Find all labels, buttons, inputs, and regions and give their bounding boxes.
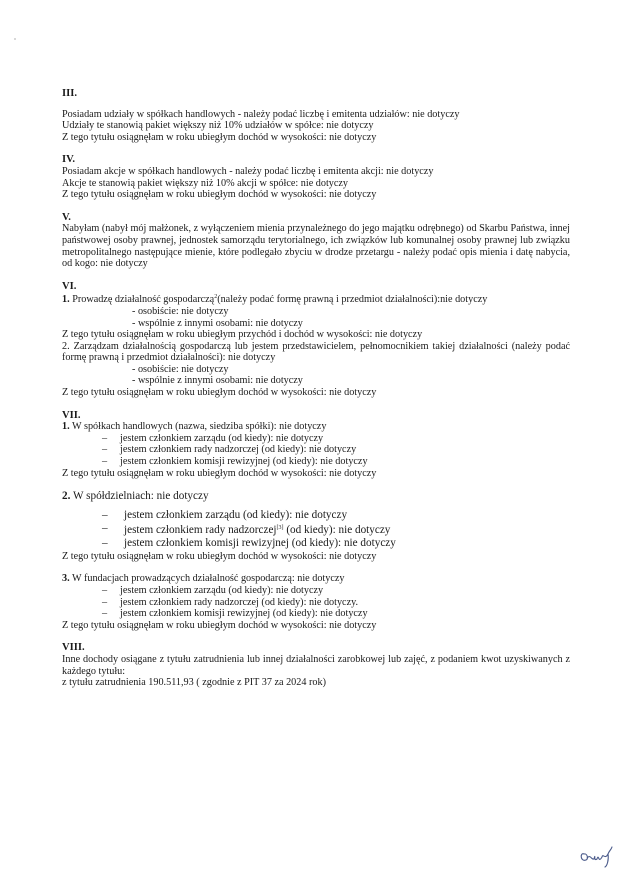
section-vii-title: VII.: [62, 409, 81, 421]
section-iii-title: III.: [62, 88, 78, 99]
list-item: [62, 433, 570, 445]
list-item: [62, 509, 570, 522]
handwritten-initials-signature: [578, 838, 616, 868]
list-item-text: jestem członkiem komisji rewizyjnej (od kiedy): nie dotyczy: [120, 608, 368, 620]
s7-foundations-heading: [62, 573, 570, 585]
s7-g3-text: W fundacjach prowadzących działalność gospodarczą: nie dotyczy: [69, 573, 345, 585]
s7-g3-income-line: Z tego tytułu osiągnęłam w roku ubiegłym dochód w wysokości: nie dotyczy: [62, 619, 377, 631]
list-item: [62, 597, 570, 609]
s3-package-line: Udziały te stanowią pakiet większy niż 10% udziałów w spółce: nie dotyczy: [62, 120, 374, 132]
dash-bullet: –: [102, 432, 108, 444]
dash-bullet: –: [102, 537, 108, 550]
dash-bullet: –: [102, 585, 108, 597]
dash-bullet: –: [102, 608, 108, 620]
footnote-ref: 2: [214, 294, 218, 301]
dash-bullet: –: [102, 508, 108, 521]
list-item: [62, 585, 570, 597]
s7-g1-number: 1.: [62, 421, 70, 433]
list-item-text: jestem członkiem zarządu (od kiedy): nie dotyczy: [124, 508, 348, 521]
s7-companies-heading: [62, 421, 570, 433]
list-item-text: [124, 522, 390, 537]
section-vi-title: VI.: [62, 280, 77, 292]
s8-employment-line: z tytułu zatrudnienia 190.511,93 ( zgodnie z PIT 37 za 2024 rok): [62, 677, 326, 689]
footnote-ref: [3]: [276, 525, 284, 532]
scan-speck: [14, 38, 16, 40]
s6-jointly-line: - wspólnie z innymi osobami: nie dotyczy: [132, 317, 303, 329]
s6-item-number: 1.: [62, 294, 70, 306]
dash-bullet: –: [102, 596, 108, 608]
s3-shares-line: Posiadam udziały w spółkach handlowych - należy podać liczbę i emitenta udziałów: nie dotyczy: [62, 108, 460, 120]
list-item-text-part: (od kiedy): nie dotyczy: [283, 524, 391, 537]
list-item: [62, 444, 570, 456]
list-item-text-part: jestem członkiem rady nadzorczej: [124, 524, 277, 537]
s4-income-line: Z tego tytułu osiągnęłam w roku ubiegłym dochód w wysokości: nie dotyczy: [62, 189, 377, 201]
section-iv-title: IV.: [62, 154, 76, 166]
s8-other-income-paragraph: Inne dochody osiągane z tytułu zatrudnienia lub innej działalności zarobkowej lub zajęć, z podaniem kwot uzyskiwanych z każdego tytułu:: [62, 654, 570, 677]
list-item-text: jestem członkiem komisji rewizyjnej (od kiedy): nie dotyczy: [124, 537, 396, 550]
declaration-page: [62, 88, 570, 689]
section-v-title: V.: [62, 211, 71, 223]
dash-bullet: –: [102, 522, 108, 535]
s7-g2-number: 2.: [62, 490, 71, 503]
s6-personally-line: - osobiście: nie dotyczy: [132, 305, 229, 317]
list-item-text: jestem członkiem zarządu (od kiedy): nie dotyczy: [120, 432, 324, 444]
s7-g2-text: W spółdzielniach: nie dotyczy: [70, 490, 209, 503]
list-item-text: jestem członkiem komisji rewizyjnej (od kiedy): nie dotyczy: [120, 456, 368, 468]
list-item-text: jestem członkiem rady nadzorczej (od kiedy): nie dotyczy.: [120, 596, 359, 608]
dash-bullet: –: [102, 444, 108, 456]
s7-cooperatives-heading: [62, 490, 570, 503]
list-item: [62, 456, 570, 468]
s5-property-paragraph: Nabyłam (nabył mój małżonek, z wyłączeniem mienia przynależnego do jego majątku odrębnego) od Skarbu Państwa, innej państwowej osoby prawnej, jednostek samorządu terytorialnego, ich związków lub komunalnej osoby prawnej lub związku metropolitalnego następujące mienie, które podlegało zbyciu w drodze przetargu - należy podać opis mienia i datę nabycia, od kogo: nie dotyczy: [62, 223, 570, 270]
s6-manage-jointly-line: - wspólnie z innymi osobami: nie dotyczy: [132, 375, 303, 387]
dash-bullet: –: [102, 456, 108, 468]
s7-g2-income-line: Z tego tytułu osiągnęłam w roku ubiegłym dochód w wysokości: nie dotyczy: [62, 550, 377, 562]
s7-g3-number: 3.: [62, 573, 70, 585]
s7-cooperatives-block: [62, 490, 570, 551]
s6-business-text-cont: (należy podać formę prawną i przedmiot działalności):nie dotyczy: [217, 294, 488, 306]
list-item: [62, 608, 570, 620]
s6-business-line: [62, 292, 570, 306]
list-item: [62, 522, 570, 537]
s6-business-text: Prowadzę działalność gospodarczą: [69, 294, 215, 306]
list-item-text: jestem członkiem rady nadzorczej (od kiedy): nie dotyczy: [120, 444, 357, 456]
s7-g1-text: W spółkach handlowych (nazwa, siedziba spółki): nie dotyczy: [69, 421, 327, 433]
s6-manage-personally-line: - osobiście: nie dotyczy: [132, 363, 229, 375]
s4-stocks-line: Posiadam akcje w spółkach handlowych - należy podać liczbę i emitenta akcji: nie dotyczy: [62, 165, 434, 177]
list-item-text: jestem członkiem zarządu (od kiedy): nie dotyczy: [120, 585, 324, 597]
list-item: [62, 537, 570, 550]
s6-manage-paragraph: 2. Zarządzam działalnością gospodarczą lub jestem przedstawicielem, pełnomocnikiem takiej działalności (należy podać formę prawną i przedmiot działalności): nie dotyczy: [62, 340, 570, 364]
section-viii-title: VIII.: [62, 642, 85, 654]
s7-g1-income-line: Z tego tytułu osiągnęłam w roku ubiegłym dochód w wysokości: nie dotyczy: [62, 467, 377, 479]
s4-package-line: Akcje te stanowią pakiet większy niż 10% akcji w spółce: nie dotyczy: [62, 177, 349, 189]
s3-income-line: Z tego tytułu osiągnęłam w roku ubiegłym dochód w wysokości: nie dotyczy: [62, 131, 377, 143]
s6-manage-income-line: Z tego tytułu osiągnęłam w roku ubiegłym dochód w wysokości: nie dotyczy: [62, 387, 377, 399]
s6-revenue-line: Z tego tytułu osiągnęłam w roku ubiegłym przychód i dochód w wysokości: nie dotyczy: [62, 329, 423, 341]
